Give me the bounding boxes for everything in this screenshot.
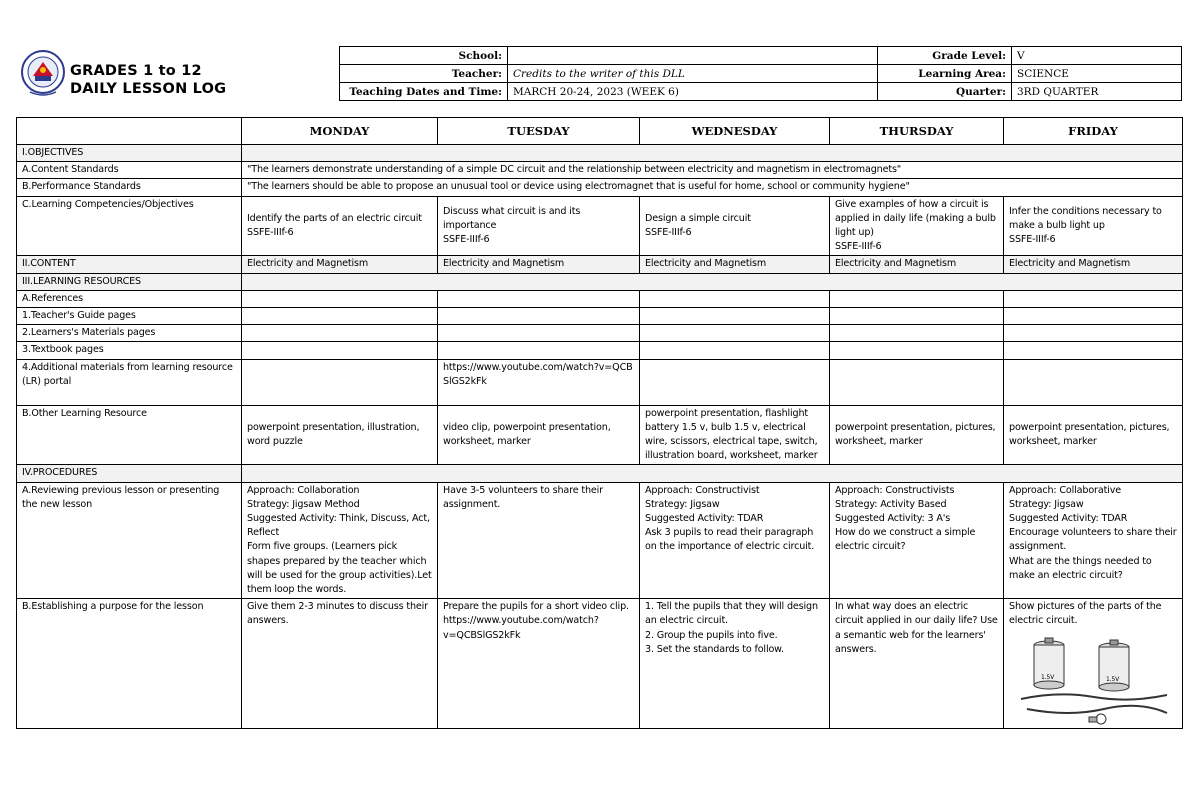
content-standards-row — [17, 162, 1183, 179]
competency-monday: Identify the parts of an electric circuit SSFE-IIIf-6 — [242, 196, 438, 256]
other-resources-monday: powerpoint presentation, illustration, word puzzle — [242, 405, 438, 465]
procedure-a-row — [17, 482, 1183, 599]
other-resources-row — [17, 405, 1183, 465]
procedure-b-row — [17, 599, 1183, 728]
learning-resources-section-row — [17, 273, 1183, 290]
day-monday: MONDAY — [242, 118, 438, 145]
procedure-b-tuesday: Prepare the pupils for a short video clip. https://www.youtube.com/watch?v=QCBSlGS2kFk — [438, 599, 640, 728]
content-tuesday: Electricity and Magnetism — [438, 256, 640, 273]
day-friday: FRIDAY — [1004, 118, 1183, 145]
content-wednesday: Electricity and Magnetism — [640, 256, 830, 273]
teaching-dates-label: Teaching Dates and Time: — [340, 83, 508, 101]
content-friday: Electricity and Magnetism — [1004, 256, 1183, 273]
school-label: School: — [340, 47, 508, 65]
grade-level-value: V — [1012, 47, 1182, 65]
content-standards-text: "The learners demonstrate understanding of a simple DC circuit and the relationship between electricity and magnetism in electromagnets" — [242, 162, 1183, 179]
battery-icon-left — [1034, 638, 1064, 689]
teachers-guide-label: 1.Teacher's Guide pages — [17, 308, 242, 325]
bulb-icon — [1089, 714, 1106, 724]
procedure-b-friday: Show pictures of the parts of the electric circuit. — [1009, 601, 1162, 627]
wire-icon-lower — [1027, 705, 1167, 712]
lr-thursday — [830, 359, 1004, 405]
procedure-b-label: B.Establishing a purpose for the lesson — [17, 599, 242, 728]
procedure-b-monday: Give them 2-3 minutes to discuss their answers. — [242, 599, 438, 728]
content-standards-label: A.Content Standards — [17, 162, 242, 179]
procedure-b-thursday: In what way does an electric circuit applied in our daily life? Use a semantic web for the learners' answers. — [830, 599, 1004, 728]
other-resources-label: B.Other Learning Resource — [17, 405, 242, 465]
teaching-dates-value: MARCH 20-24, 2023 (WEEK 6) — [508, 83, 878, 101]
other-resources-tuesday: video clip, powerpoint presentation, worksheet, marker — [438, 405, 640, 465]
teachers-guide-row — [17, 308, 1183, 325]
daily-lesson-log-table — [16, 117, 1183, 729]
grade-level-label: Grade Level: — [878, 47, 1012, 65]
document-title — [70, 62, 226, 98]
lr-portal-row — [17, 359, 1183, 405]
lr-tuesday-link[interactable]: https://www.youtube.com/watch?v=QCBSlGS2kFk — [438, 359, 640, 405]
procedure-a-wednesday: Approach: Constructivist Strategy: Jigsaw Suggested Activity: TDAR Ask 3 pupils to read their paragraph on the importance of electric circuit. — [640, 482, 830, 599]
lr-wednesday — [640, 359, 830, 405]
corner-cell — [17, 118, 242, 145]
electric-circuit-illustration — [1019, 635, 1169, 727]
quarter-label: Quarter: — [878, 83, 1012, 101]
learners-materials-label: 2.Learners's Materials pages — [17, 325, 242, 342]
deped-seal-logo — [20, 48, 66, 100]
performance-standards-row — [17, 179, 1183, 196]
teacher-label: Teacher: — [340, 65, 508, 83]
teacher-value: Credits to the writer of this DLL — [508, 65, 878, 83]
procedures-blank — [242, 465, 1183, 482]
quarter-value: 3RD QUARTER — [1012, 83, 1182, 101]
competency-friday: Infer the conditions necessary to make a bulb light up SSFE-IIIf-6 — [1004, 196, 1183, 256]
other-resources-friday: powerpoint presentation, pictures, worksheet, marker — [1004, 405, 1183, 465]
content-row — [17, 256, 1183, 273]
battery-icon-right — [1099, 640, 1129, 691]
wire-icon-upper — [1021, 694, 1167, 699]
procedure-a-friday: Approach: Collaborative Strategy: Jigsaw Suggested Activity: TDAR Encourage volunteers to share their assignment. What are the things needed to make an electric circuit? — [1004, 482, 1183, 599]
competency-tuesday: Discuss what circuit is and its importance SSFE-IIIf-6 — [438, 196, 640, 256]
textbook-row — [17, 342, 1183, 359]
days-header-row — [17, 118, 1183, 145]
learning-area-value: SCIENCE — [1012, 65, 1182, 83]
procedure-b-wednesday: 1. Tell the pupils that they will design an electric circuit. 2. Group the pupils into five. 3. Set the standards to follow. — [640, 599, 830, 728]
learning-resources-heading: III.LEARNING RESOURCES — [17, 273, 242, 290]
procedure-a-thursday: Approach: Constructivists Strategy: Activity Based Suggested Activity: 3 A's How do we construct a simple electric circuit? — [830, 482, 1004, 599]
references-label: A.References — [17, 290, 242, 307]
competencies-label: C.Learning Competencies/Objectives — [17, 196, 242, 256]
day-wednesday: WEDNESDAY — [640, 118, 830, 145]
competency-thursday: Give examples of how a circuit is applied in daily life (making a bulb light up) SSFE-IIIf-6 — [830, 196, 1004, 256]
objectives-section-row — [17, 145, 1183, 162]
performance-standards-label: B.Performance Standards — [17, 179, 242, 196]
procedure-a-tuesday: Have 3-5 volunteers to share their assignment. — [438, 482, 640, 599]
competency-wednesday: Design a simple circuit SSFE-IIIf-6 — [640, 196, 830, 256]
procedure-a-monday: Approach: Collaboration Strategy: Jigsaw Method Suggested Activity: Think, Discuss, Act, Reflect Form five groups. (Learners pick shapes prepared by the teacher which will be used for the group activities).Let them loop the words. — [242, 482, 438, 599]
title-grades: GRADES 1 to 12 — [70, 63, 202, 79]
header-info-table — [339, 46, 1182, 101]
procedure-a-label: A.Reviewing previous lesson or presenting the new lesson — [17, 482, 242, 599]
school-value — [508, 47, 878, 65]
day-tuesday: TUESDAY — [438, 118, 640, 145]
content-heading: II.CONTENT — [17, 256, 242, 273]
textbook-label: 3.Textbook pages — [17, 342, 242, 359]
objectives-heading: I.OBJECTIVES — [17, 145, 242, 162]
content-monday: Electricity and Magnetism — [242, 256, 438, 273]
content-thursday: Electricity and Magnetism — [830, 256, 1004, 273]
references-row — [17, 290, 1183, 307]
competencies-row — [17, 196, 1183, 256]
procedure-b-friday-cell — [1004, 599, 1183, 728]
other-resources-thursday: powerpoint presentation, pictures, worksheet, marker — [830, 405, 1004, 465]
procedures-heading: IV.PROCEDURES — [17, 465, 242, 482]
lr-friday — [1004, 359, 1183, 405]
svg-text:1.5V: 1.5V — [1106, 675, 1120, 683]
lr-portal-label: 4.Additional materials from learning resource (LR) portal — [17, 359, 242, 405]
performance-standards-text: "The learners should be able to propose an unusual tool or device using electromagnet that is useful for home, school or community hygiene" — [242, 179, 1183, 196]
objectives-blank — [242, 145, 1183, 162]
learners-materials-row — [17, 325, 1183, 342]
learning-area-label: Learning Area: — [878, 65, 1012, 83]
procedures-section-row — [17, 465, 1183, 482]
learning-resources-blank — [242, 273, 1183, 290]
other-resources-wednesday: powerpoint presentation, flashlight battery 1.5 v, bulb 1.5 v, electrical wire, scissors, electrical tape, switch, illustration board, worksheet, marker — [640, 405, 830, 465]
title-daily-lesson-log: DAILY LESSON LOG — [70, 81, 227, 97]
svg-text:1.5V: 1.5V — [1041, 673, 1055, 681]
day-thursday: THURSDAY — [830, 118, 1004, 145]
lr-monday — [242, 359, 438, 405]
